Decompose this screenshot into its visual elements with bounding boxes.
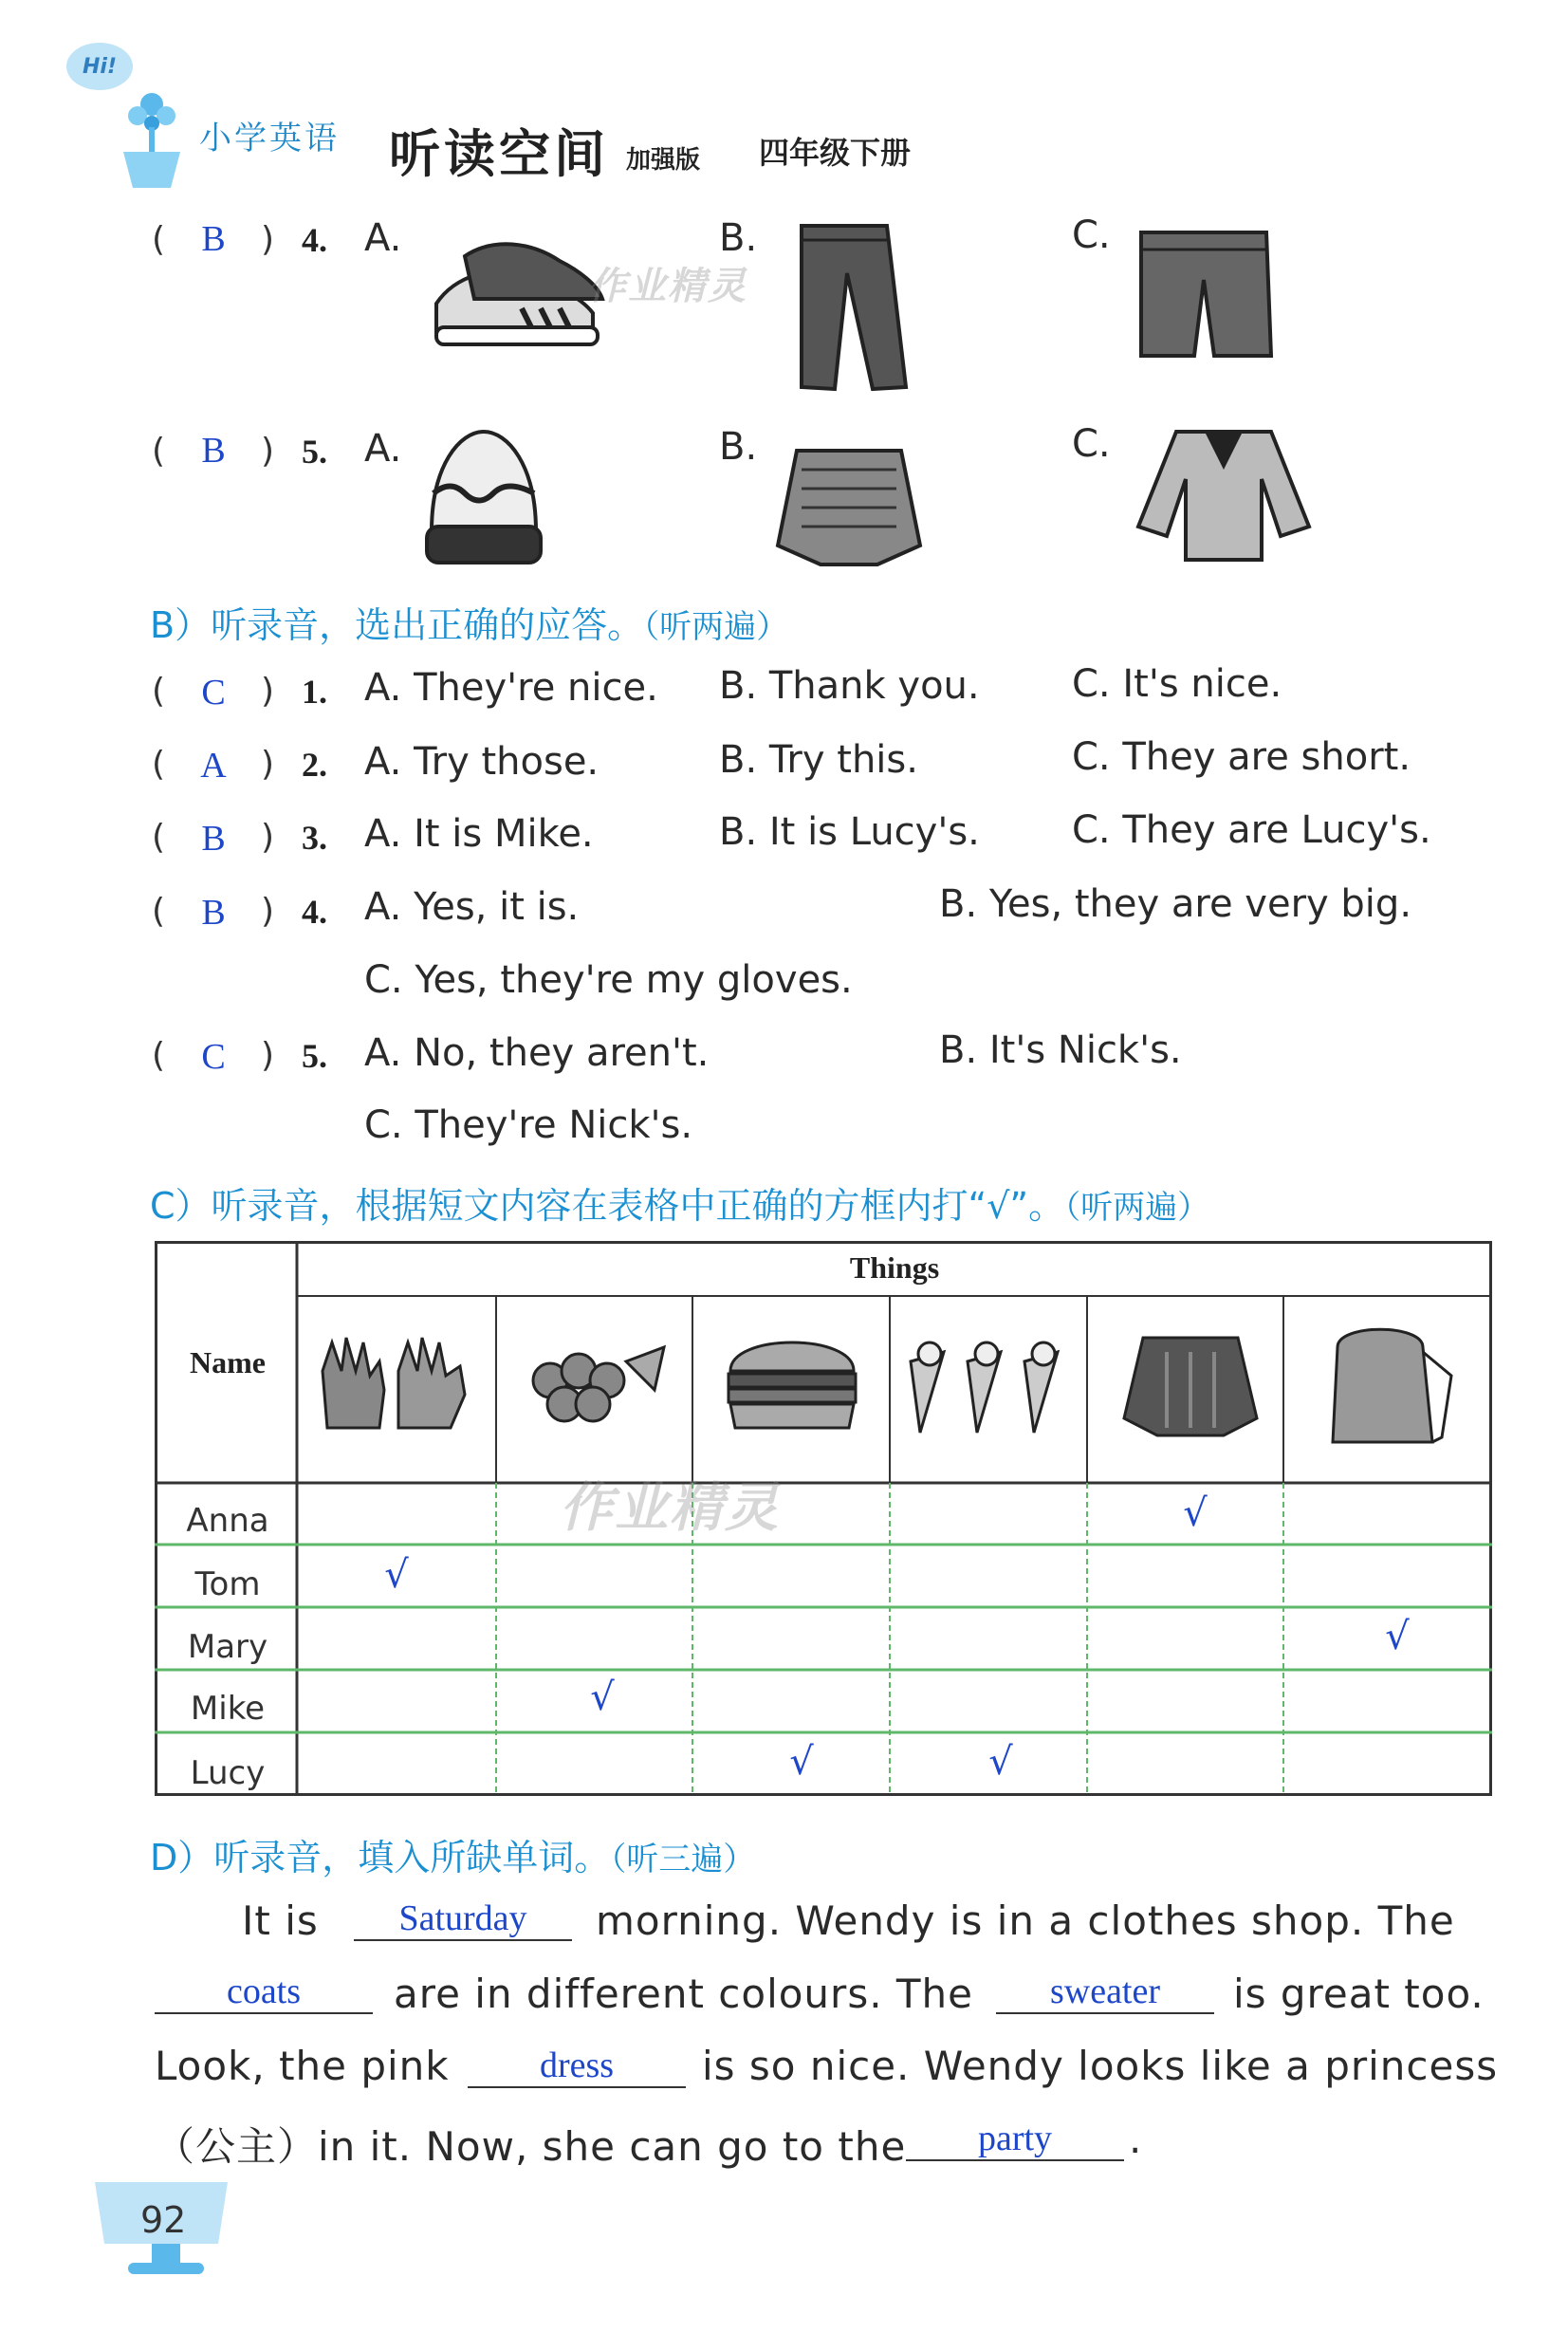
ice-cream-icon: [901, 1323, 1081, 1447]
paren-right: ): [261, 220, 275, 259]
option-c: C. They're Nick's.: [364, 1103, 693, 1147]
jacket-icon: [1129, 422, 1319, 564]
row-name-mary: Mary: [187, 1628, 268, 1666]
option-c: C. They are Lucy's.: [1072, 808, 1431, 852]
paren-right: ): [261, 432, 275, 471]
check-mark[interactable]: √: [1385, 1615, 1410, 1658]
answer-a5[interactable]: B: [201, 431, 226, 471]
question-number: 4.: [302, 221, 327, 259]
paragraph-text: Look, the pink: [155, 2043, 450, 2089]
flower-pot-icon: [114, 85, 190, 190]
answer-b2[interactable]: A: [200, 746, 227, 786]
option-c-label: C.: [1072, 422, 1111, 466]
question-number: 3.: [302, 819, 327, 857]
edition-label: 加强版: [626, 146, 701, 175]
option-a: A. They're nice.: [364, 666, 658, 710]
check-mark[interactable]: √: [988, 1740, 1013, 1784]
check-mark[interactable]: √: [384, 1553, 409, 1597]
page-number: 92: [140, 2199, 187, 2241]
option-b: B. It's Nick's.: [939, 1028, 1182, 1072]
option-b: B. Try this.: [719, 738, 918, 782]
question-number: 2.: [302, 746, 327, 784]
section-b-title: B）听录音，选出正确的应答。（听两遍）: [150, 604, 789, 646]
row-name-tom: Tom: [194, 1565, 261, 1603]
option-c: C. It's nice.: [1072, 662, 1282, 706]
paren-left: (: [152, 892, 166, 931]
hat-icon: [422, 427, 545, 569]
answer-b5[interactable]: C: [201, 1037, 226, 1077]
paragraph-text: morning. Wendy is in a clothes shop. The: [596, 1897, 1455, 1944]
question-number: 5.: [302, 433, 327, 471]
sweater-icon: [773, 432, 925, 574]
option-a-label: A.: [364, 427, 402, 471]
section-c-title: C）听录音，根据短文内容在表格中正确的方框内打“√”。（听两遍）: [150, 1185, 1210, 1227]
grapes-icon: [522, 1323, 673, 1447]
answer-b3[interactable]: B: [201, 819, 226, 859]
answer-b4[interactable]: B: [201, 893, 226, 933]
blank-3[interactable]: sweater: [996, 1971, 1214, 2014]
paren-left: (: [152, 745, 166, 784]
option-a: A. Yes, it is.: [364, 885, 580, 929]
option-b-label: B.: [719, 425, 758, 469]
paren-left: (: [152, 432, 166, 471]
logo-badge: Hi!: [66, 43, 133, 90]
grade-label: 四年级下册: [759, 135, 912, 171]
option-c: C. Yes, they're my gloves.: [364, 958, 853, 1002]
sneakers-icon: [417, 218, 607, 361]
paragraph-text: It is: [242, 1897, 319, 1944]
option-b-label: B.: [719, 216, 758, 260]
question-number: 4.: [302, 893, 327, 931]
row-name-anna: Anna: [186, 1502, 269, 1540]
option-a: A. It is Mike.: [364, 812, 594, 856]
option-b: B. It is Lucy's.: [719, 810, 980, 854]
paragraph-text: .: [1129, 2116, 1143, 2162]
row-name-lucy: Lucy: [190, 1754, 266, 1792]
paren-right: ): [261, 745, 275, 784]
option-c-label: C.: [1072, 213, 1111, 257]
book-title: 听读空间: [389, 123, 609, 184]
check-mark[interactable]: √: [789, 1740, 814, 1784]
watermark: 作业精灵: [588, 265, 747, 308]
answer-b1[interactable]: C: [201, 673, 226, 713]
option-a: A. No, they aren't.: [364, 1031, 710, 1075]
series-name: 小学英语: [199, 120, 340, 157]
shorts-icon: [1134, 223, 1276, 365]
hamburger-icon: [721, 1319, 863, 1442]
paren-left: (: [152, 818, 166, 857]
paren-right: ): [261, 892, 275, 931]
sweater-icon: [1119, 1323, 1262, 1447]
paren-left: (: [152, 672, 166, 711]
paren-left: (: [152, 220, 166, 259]
option-b: B. Yes, they are very big.: [939, 882, 1412, 926]
schoolbag-icon: [1319, 1319, 1461, 1452]
paragraph-text: is so nice. Wendy looks like a princess: [702, 2043, 1499, 2089]
paren-right: ): [261, 818, 275, 857]
paren-right: ): [261, 1036, 275, 1075]
watermark: 作业精灵: [560, 1477, 780, 1539]
jeans-icon: [783, 216, 915, 397]
paragraph-text: are in different colours. The: [394, 1971, 974, 2017]
row-name-mike: Mike: [190, 1690, 266, 1728]
paragraph-text: is great too.: [1233, 1971, 1485, 2017]
question-number: 5.: [302, 1037, 327, 1075]
blank-4[interactable]: dress: [468, 2045, 686, 2088]
answer-a4[interactable]: B: [201, 219, 226, 259]
paragraph-text: （公主）in it. Now, she can go to the: [155, 2123, 907, 2170]
blank-1[interactable]: Saturday: [354, 1897, 572, 1941]
question-number: 1.: [302, 673, 327, 711]
check-mark[interactable]: √: [1183, 1491, 1208, 1535]
check-mark[interactable]: √: [590, 1675, 615, 1719]
option-b: B. Thank you.: [719, 664, 980, 708]
option-a-label: A.: [364, 216, 402, 260]
blank-2[interactable]: coats: [155, 1971, 373, 2014]
option-a: A. Try those.: [364, 740, 600, 784]
paren-left: (: [152, 1036, 166, 1075]
gloves-icon: [308, 1323, 489, 1447]
section-d-title: D）听录音，填入所缺单词。（听三遍）: [150, 1837, 756, 1879]
paren-right: ): [261, 672, 275, 711]
header-name: Name: [190, 1345, 266, 1379]
header-things: Things: [849, 1250, 940, 1285]
blank-5[interactable]: party: [906, 2118, 1124, 2161]
option-c: C. They are short.: [1072, 735, 1411, 779]
